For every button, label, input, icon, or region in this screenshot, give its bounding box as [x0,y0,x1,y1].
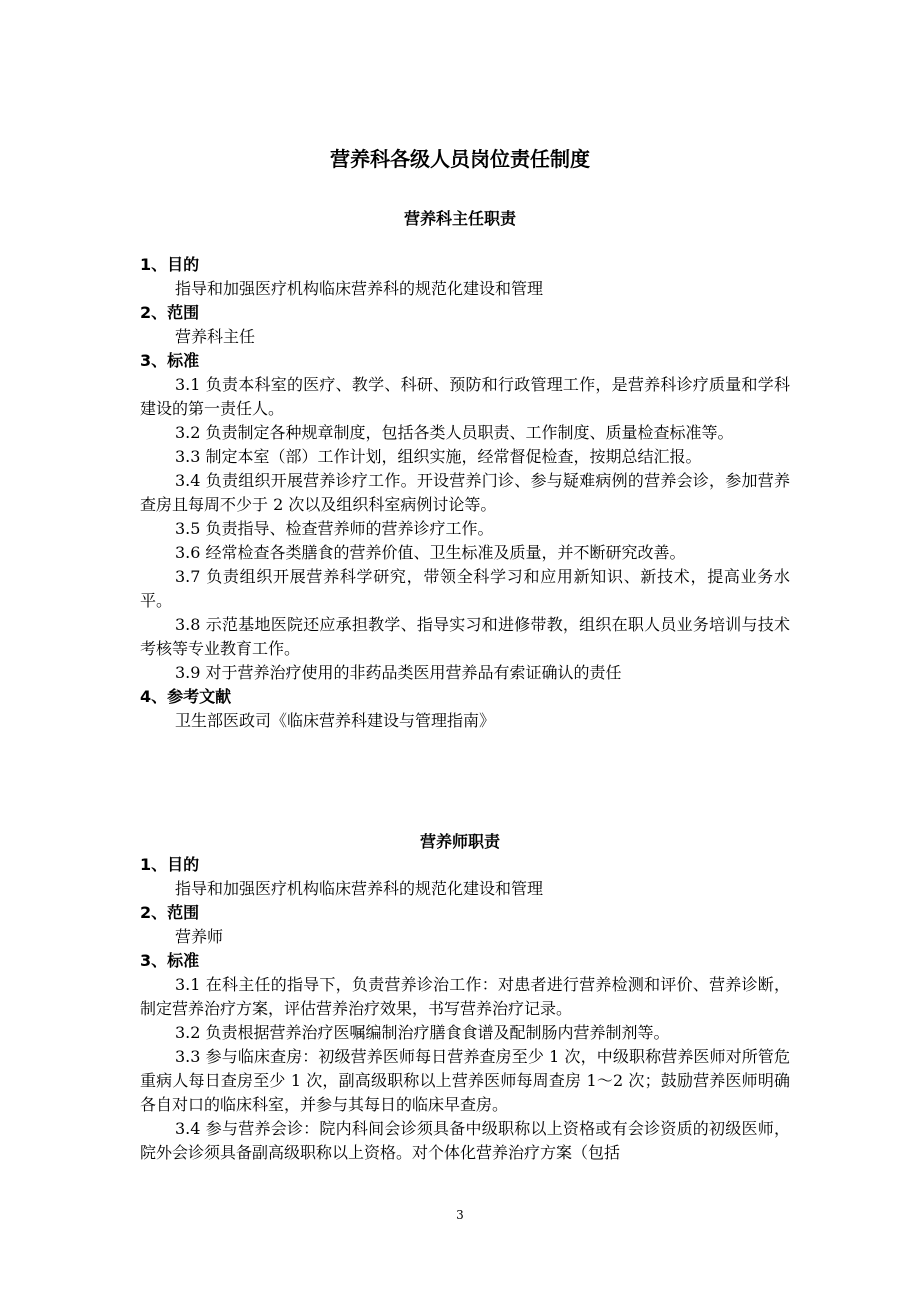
heading-purpose: 1、目的 [140,855,200,874]
standard-item: 3.3 参与临床查房：初级营养医师每日营养查房至少 1 次，中级职称营养医师对所管危重病人每日查房至少 1 次，副高级职称以上营养医师每周查房 1～2 次；鼓励营养医师明确各自对口的临床科室，并参与其每日的临床早查房。 [140,1047,790,1114]
standard-item: 3.8 示范基地医院还应承担教学、指导实习和进修带教，组织在职人员业务培训与技术考核等专业教育工作。 [140,615,790,658]
purpose-text: 指导和加强医疗机构临床营养科的规范化建设和管理 [175,279,544,298]
standard-item: 3.2 负责根据营养治疗医嘱编制治疗膳食食谱及配制肠内营养制剂等。 [175,1023,670,1042]
purpose-text: 指导和加强医疗机构临床营养科的规范化建设和管理 [175,879,544,898]
standard-item: 3.4 负责组织开展营养诊疗工作。开设营养门诊、参与疑难病例的营养会诊，参加营养查房且每周不少于 2 次以及组织科室病例讨论等。 [140,471,790,514]
standard-item: 3.3 制定本室（部）工作计划，组织实施，经常督促检查，按期总结汇报。 [175,447,702,466]
section-dietitian-body [140,853,790,1165]
reference-text: 卫生部医政司《临床营养科建设与管理指南》 [175,711,496,730]
scope-text: 营养师 [175,927,224,946]
standard-item: 3.1 负责本科室的医疗、教学、科研、预防和行政管理工作，是营养科诊疗质量和学科建设的第一责任人。 [140,375,790,418]
scope-text: 营养科主任 [175,327,256,346]
heading-scope: 2、范围 [140,303,200,322]
standard-item: 3.6 经常检查各类膳食的营养价值、卫生标准及质量，并不断研究改善。 [175,543,686,562]
heading-scope: 2、范围 [140,903,200,922]
heading-standard: 3、标准 [140,951,200,970]
standard-item: 3.1 在科主任的指导下，负责营养诊治工作：对患者进行营养检测和评价、营养诊断，制定营养治疗方案，评估营养治疗效果，书写营养治疗记录。 [140,975,790,1018]
standard-item: 3.4 参与营养会诊：院内科间会诊须具备中级职称以上资格或有会诊资质的初级医师，院外会诊须具备副高级职称以上资格。对个体化营养治疗方案（包括 [140,1119,790,1162]
page-number: 3 [456,1208,464,1222]
standard-item: 3.7 负责组织开展营养科学研究，带领全科学习和应用新知识、新技术，提高业务水平。 [140,567,790,610]
section-title-director: 营养科主任职责 [403,209,516,228]
section-director-body [140,253,790,733]
heading-purpose: 1、目的 [140,255,200,274]
standard-item: 3.5 负责指导、检查营养师的营养诊疗工作。 [175,519,494,538]
section-title-dietitian: 营养师职责 [419,832,500,851]
standard-item: 3.2 负责制定各种规章制度，包括各类人员职责、工作制度、质量检查标准等。 [175,423,734,442]
standard-item: 3.9 对于营养治疗使用的非药品类医用营养品有索证确认的责任 [175,663,622,682]
document-title: 营养科各级人员岗位责任制度 [330,147,590,171]
heading-standard: 3、标准 [140,351,200,370]
heading-reference: 4、参考文献 [140,687,232,706]
